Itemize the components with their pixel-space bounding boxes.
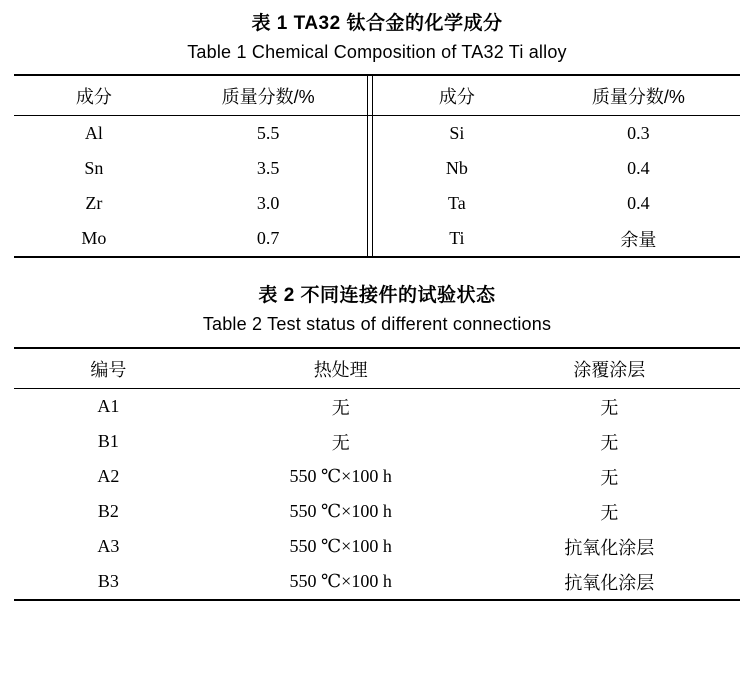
table-1-cell: Al — [84, 123, 103, 143]
table-1-header-row — [14, 75, 740, 116]
table-row — [14, 221, 740, 257]
table-2-caption-en: Table 2 Test status of different connections — [202, 314, 552, 334]
table-2-col-header-coating: 涂覆涂层 — [573, 359, 646, 380]
table-2-cell: 550 ℃×100 h — [289, 536, 392, 556]
table-2-header-row — [14, 348, 740, 389]
table-2-header — [14, 348, 740, 389]
table-2-cell: 无 — [331, 432, 350, 453]
table-2-cell: A2 — [97, 466, 120, 486]
table-1-column-divider — [362, 75, 377, 116]
table-2-cell: A1 — [97, 396, 120, 416]
table-2-col-header-heat-treatment: 热处理 — [313, 359, 368, 380]
table-2-cell: 550 ℃×100 h — [289, 466, 392, 486]
table-row — [14, 564, 740, 600]
table-1-block — [14, 8, 740, 258]
table-1-cell: 0.3 — [627, 123, 650, 143]
table-1-cell: 5.5 — [256, 123, 280, 143]
table-1-col-header-massfraction-left: 质量分数/% — [221, 86, 315, 107]
table-2-cell: 无 — [600, 467, 619, 488]
table-1-cell: Ti — [377, 221, 537, 257]
table-2-block — [14, 280, 740, 601]
table-2-cell: 抗氧化涂层 — [479, 564, 740, 600]
table-2-cell: B1 — [97, 431, 119, 451]
table-1-cell: 3.5 — [256, 158, 280, 178]
table-row — [14, 529, 740, 564]
table-2-cell: B3 — [14, 564, 203, 600]
table-1-cell: 0.4 — [627, 158, 650, 178]
table-1-col-header-massfraction-right: 质量分数/% — [591, 86, 685, 107]
table-2-cell: B2 — [97, 501, 119, 521]
table-1-column-divider-line — [367, 76, 373, 115]
table-row — [14, 424, 740, 459]
table-2-caption-cn: 表 2 不同连接件的试验状态 — [258, 285, 496, 306]
table-2-cell: 无 — [600, 432, 619, 453]
table-1-col-header-composition-right: 成分 — [438, 86, 475, 107]
table-1 — [14, 74, 740, 258]
table-1-cell: Si — [449, 123, 465, 143]
table-1-cell: Sn — [84, 158, 104, 178]
table-1-cell: Zr — [85, 193, 103, 213]
table-1-cell: Ta — [448, 193, 466, 213]
table-1-cell: 0.4 — [627, 193, 650, 213]
table-1-column-divider-line — [367, 116, 373, 151]
table-2-cell: 550 ℃×100 h — [203, 564, 479, 600]
table-2 — [14, 347, 740, 601]
table-1-cell: Nb — [445, 158, 468, 178]
table-2-body — [14, 389, 740, 601]
table-2-col-header-number: 编号 — [90, 359, 127, 380]
table-2-cell: 550 ℃×100 h — [289, 501, 392, 521]
table-1-column-divider — [362, 116, 377, 152]
table-row — [14, 186, 740, 221]
table-row — [14, 459, 740, 494]
table-1-cell: 3.0 — [256, 193, 280, 213]
document-page — [0, 8, 754, 687]
table-1-col-header-composition-left: 成分 — [75, 86, 112, 107]
table-1-caption-cn: 表 1 TA32 钛合金的化学成分 — [251, 13, 503, 34]
table-2-cell: A3 — [97, 536, 120, 556]
table-1-column-divider-line — [367, 186, 373, 221]
table-1-cell: 余量 — [537, 221, 740, 257]
table-row — [14, 389, 740, 425]
table-1-caption-en: Table 1 Chemical Composition of TA32 Ti alloy — [187, 42, 567, 62]
table-row — [14, 116, 740, 152]
table-1-column-divider — [362, 186, 377, 221]
table-row — [14, 151, 740, 186]
table-1-column-divider — [362, 221, 377, 257]
table-2-cell: 无 — [600, 502, 619, 523]
table-1-cell: Mo — [14, 221, 174, 257]
table-2-cell: 无 — [600, 397, 619, 418]
table-row — [14, 494, 740, 529]
table-1-cell: 0.7 — [174, 221, 363, 257]
table-1-column-divider-line — [367, 221, 373, 256]
table-1-column-divider-line — [367, 151, 373, 186]
table-2-cell: 抗氧化涂层 — [564, 537, 655, 558]
table-1-header — [14, 75, 740, 116]
table-2-cell: 无 — [331, 397, 350, 418]
table-1-body — [14, 116, 740, 258]
table-1-column-divider — [362, 151, 377, 186]
